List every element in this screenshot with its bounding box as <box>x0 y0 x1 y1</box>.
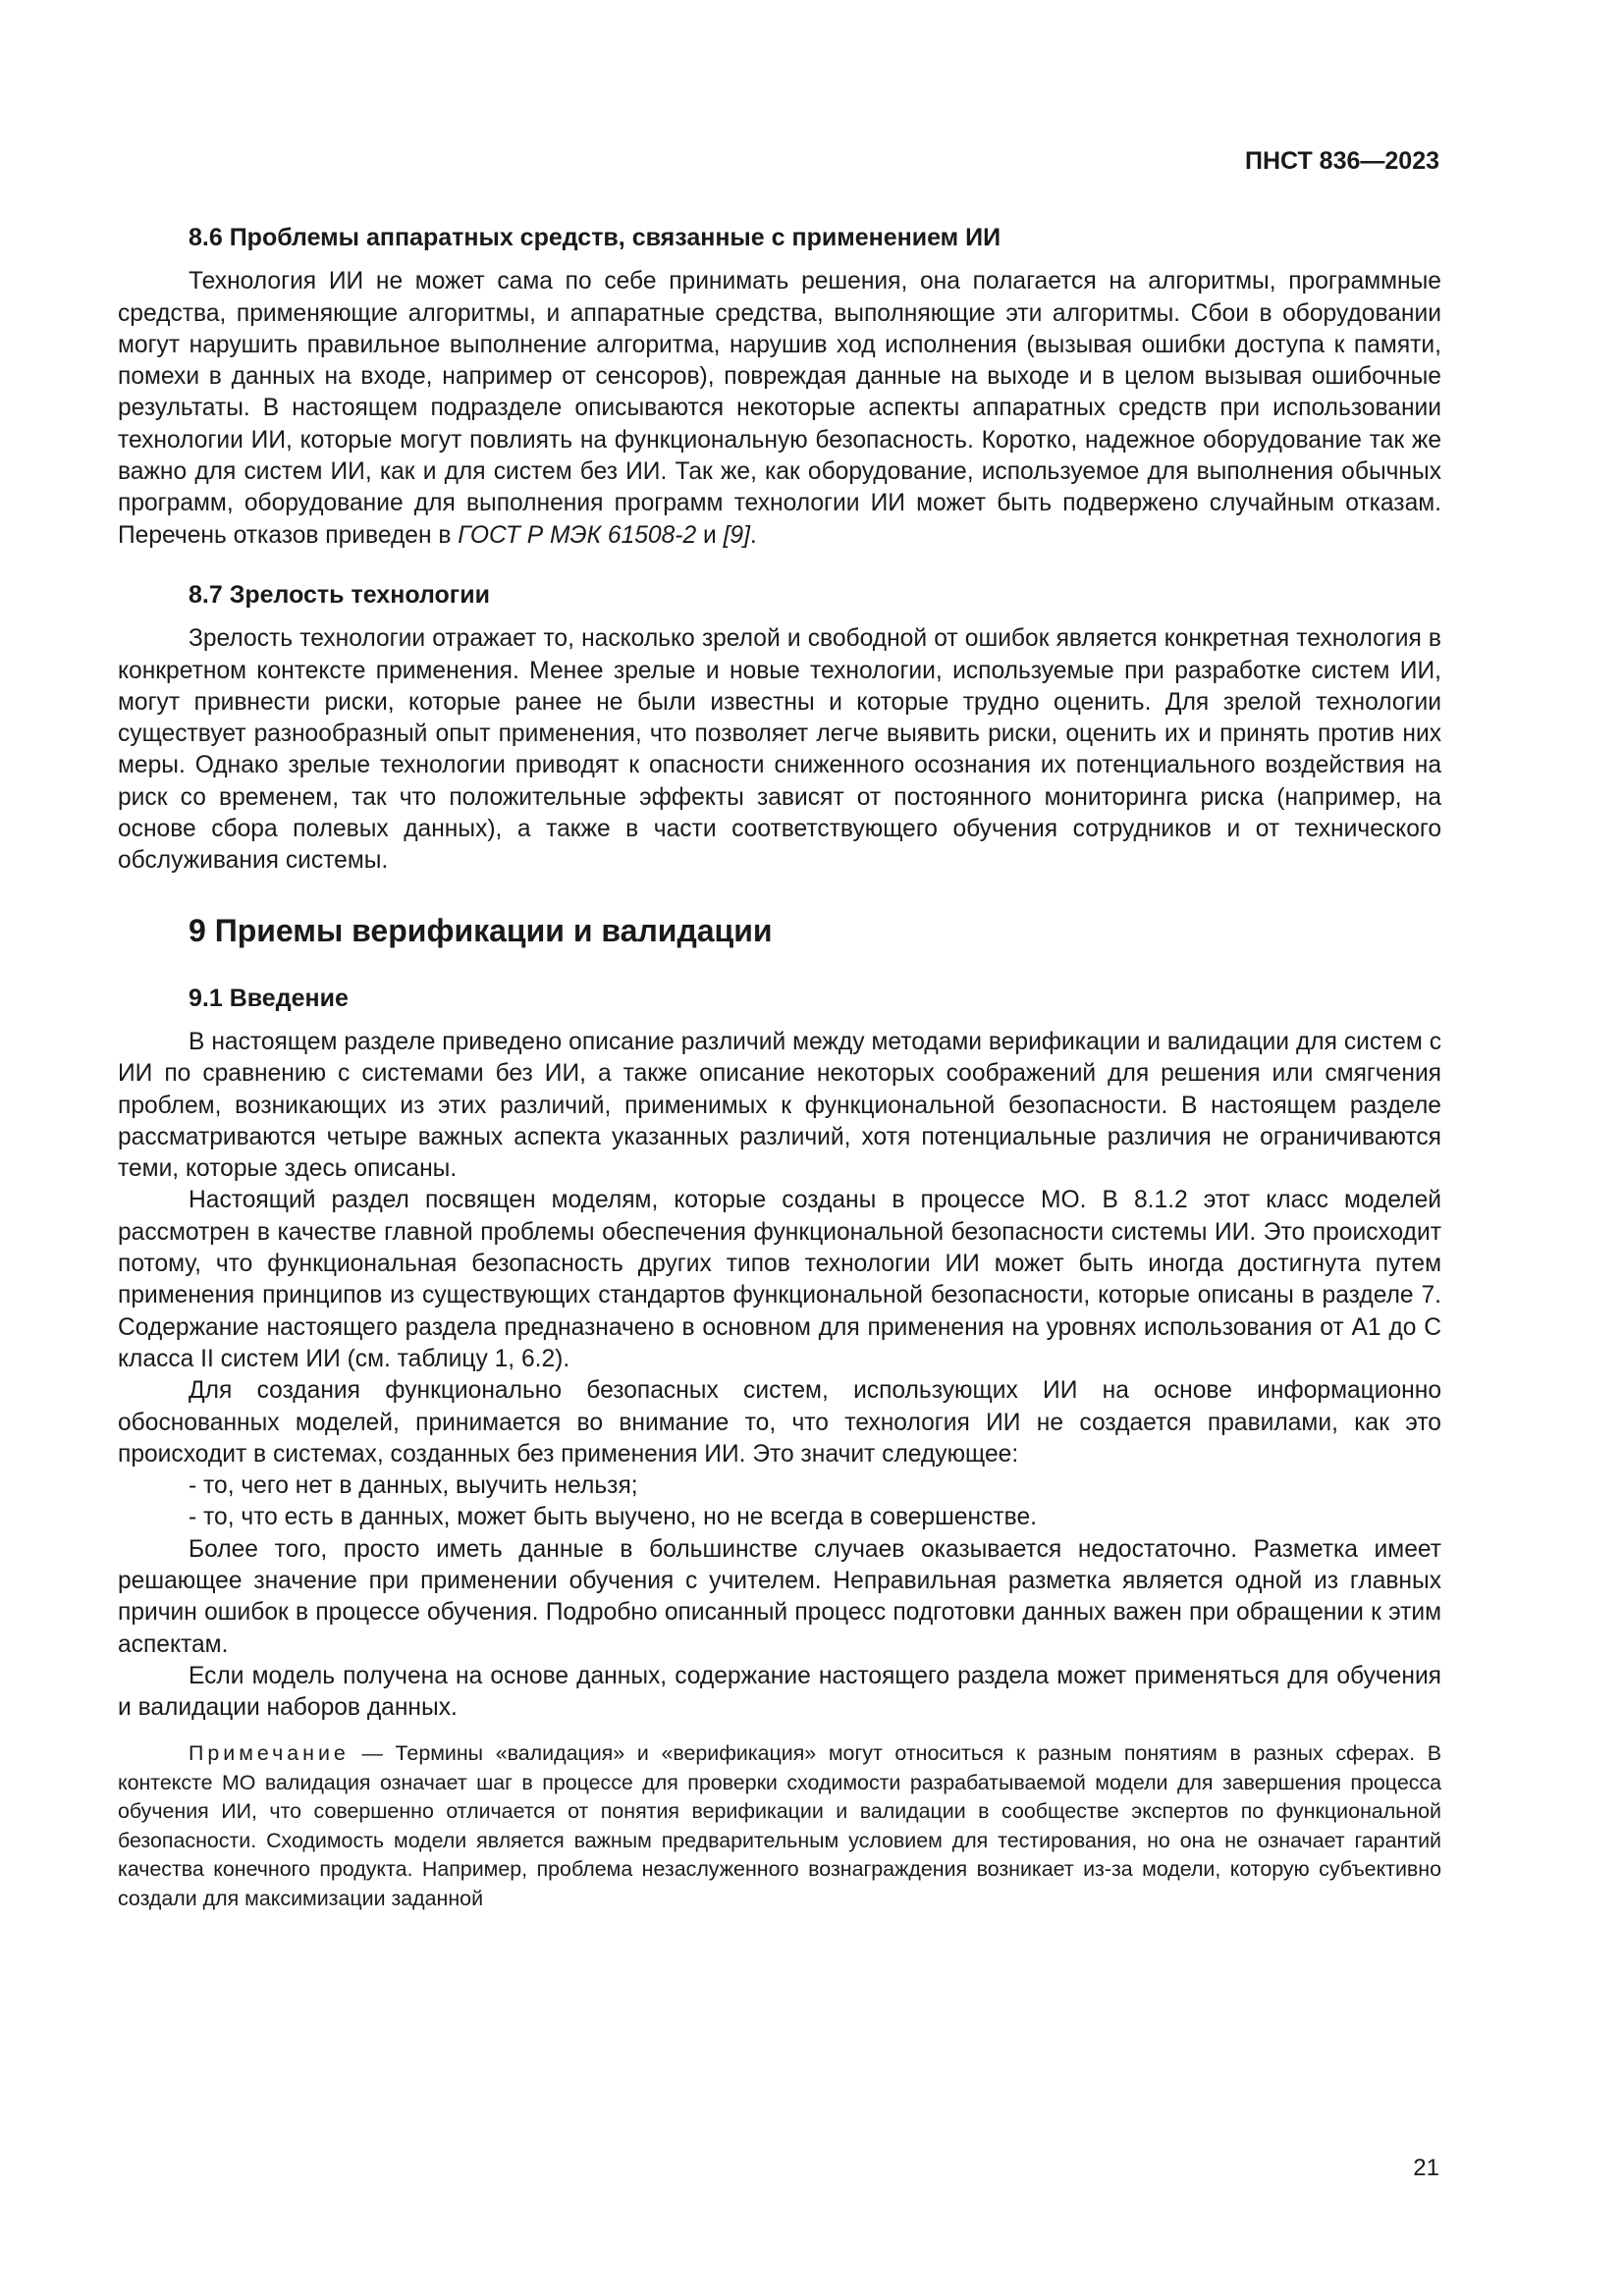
reference-bibliography: [9] <box>723 521 750 549</box>
page-content <box>118 222 1441 1913</box>
note <box>118 1739 1441 1913</box>
section-8-7-paragraph: Зрелость технологии отражает то, насколько зрелой и свободной от ошибок является конкретная технология в конкретном контексте применения. Менее зрелые и новые технологии, используемые при разработке систем ИИ, могут привнести риски, которые ранее не были известны и которые трудно оценить. Для зрелой технологии существует разнообразный опыт применения, что позволяет легче выявить риски, оценить их и принять против них меры. Однако зрелые технологии приводят к опасности сниженного осознания их потенциального воздействия на риск со временем, так что положительные эффекты зависят от постоянного мониторинга риска (например, на основе сбора полевых данных), а также в части соответствующего обучения сотрудников и от технического обслуживания системы. <box>118 625 1441 875</box>
note-text: — Термины «валидация» и «верификация» могут относиться к разным понятиям в разных сферах. В контексте МО валидация означает шаг в процессе для проверки сходимости разрабатываемой модели для завершения процесса обучения ИИ, что совершенно отличается от понятия верификации и валидации в сообществе экспертов по функциональной безопасности. Сходимость модели является важным предварительным условием для тестирования, но она не означает гарантий качества конечного продукта. Например, проблема незаслуженного вознаграждения возникает из-за модели, которую субъективно создали для максимизации заданной <box>118 1741 1441 1910</box>
section-9-1-paragraph-1: В настоящем разделе приведено описание различий между методами верификации и валидации для систем с ИИ по сравнению с системами без ИИ, а также описание некоторых соображений для решения или смягчения проблем, возникающих из этих различий, применимых к функциональной безопасности. В настоящем разделе рассматриваются четыре важных аспекта указанных различий, хотя потенциальные различия не ограничиваются теми, которые здесь описаны. <box>118 1028 1441 1183</box>
section-9-1 <box>118 983 1441 1914</box>
section-9-1-paragraph-2: Настоящий раздел посвящен моделям, которые созданы в процессе МО. В 8.1.2 этот класс моделей рассмотрен в качестве главной проблемы обеспечения функциональной безопасности системы ИИ. Это происходит потому, что функциональная безопасность других типов технологии ИИ может быть иногда достигнута путем применения принципов из существующих стандартов функциональной безопасности, которые описаны в разделе 7. Содержание настоящего раздела предназначено в основном для применения на уровнях использования от А1 до С класса II систем ИИ (см. таблицу 1, 6.2). <box>118 1187 1441 1372</box>
list-item: - то, чего нет в данных, выучить нельзя; <box>189 1472 638 1500</box>
note-label: Примечание <box>189 1741 350 1766</box>
section-8-6-text: Технология ИИ не может сама по себе принимать решения, она полагается на алгоритмы, программные средства, применяющие алгоритмы, и аппаратные средства, выполняющие эти алгоритмы. Сбои в оборудовании могут нарушить правильное выполнение алгоритма, нарушив ход исполнения (вызывая ошибки доступа к памяти, помехи в данных на входе, например от сенсоров), повреждая данные на выходе и в целом вызывая ошибочные результаты. В настоящем подразделе описываются некоторые аспекты аппаратных средств при использовании технологии ИИ, которые могут повлиять на функциональную безопасность. Коротко, надежное оборудование так же важно для систем ИИ, как и для систем без ИИ. Так же, как оборудование, используемое для выполнения обычных программ, оборудование для выполнения программ технологии ИИ может быть подвержено случайным отказам. Перечень отказов приведен в <box>118 268 1441 549</box>
section-9-1-paragraph-5: Если модель получена на основе данных, содержание настоящего раздела может применяться для обучения и валидации наборов данных. <box>118 1662 1441 1722</box>
section-8-6-conjunction: и <box>696 521 724 549</box>
section-8-7 <box>118 579 1441 878</box>
section-8-7-title: 8.7 Зрелость технологии <box>189 580 490 609</box>
list-item: - то, что есть в данных, может быть выучено, но не всегда в совершенстве. <box>189 1504 1037 1531</box>
section-9-1-paragraph-4: Более того, просто иметь данные в большинстве случаев оказывается недостаточно. Разметка имеет решающее значение при применении обучения с учителем. Неправильная разметка является одной из главных причин ошибок в процессе обучения. Подробно описанный процесс подготовки данных важен при обращении к этим аспектам. <box>118 1535 1441 1658</box>
section-8-6-title: 8.6 Проблемы аппаратных средств, связанные с применением ИИ <box>189 224 1001 251</box>
section-9-1-title: 9.1 Введение <box>189 984 349 1012</box>
section-8-6-paragraph <box>118 266 1441 552</box>
page-number: 21 <box>1413 2155 1439 2181</box>
reference-gost: ГОСТ Р МЭК 61508-2 <box>458 521 697 549</box>
section-9-title: 9 Приемы верификации и валидации <box>189 912 773 948</box>
section-8-6 <box>118 222 1441 552</box>
section-8-6-end: . <box>749 521 757 549</box>
document-code: ПНСТ 836—2023 <box>1245 147 1439 175</box>
section-9-1-paragraph-3: Для создания функционально безопасных систем, использующих ИИ на основе информационно обоснованных моделей, принимается во внимание то, что технология ИИ не создается правилами, как это происходит в системах, созданных без применения ИИ. Это значит следующее: <box>118 1377 1441 1468</box>
